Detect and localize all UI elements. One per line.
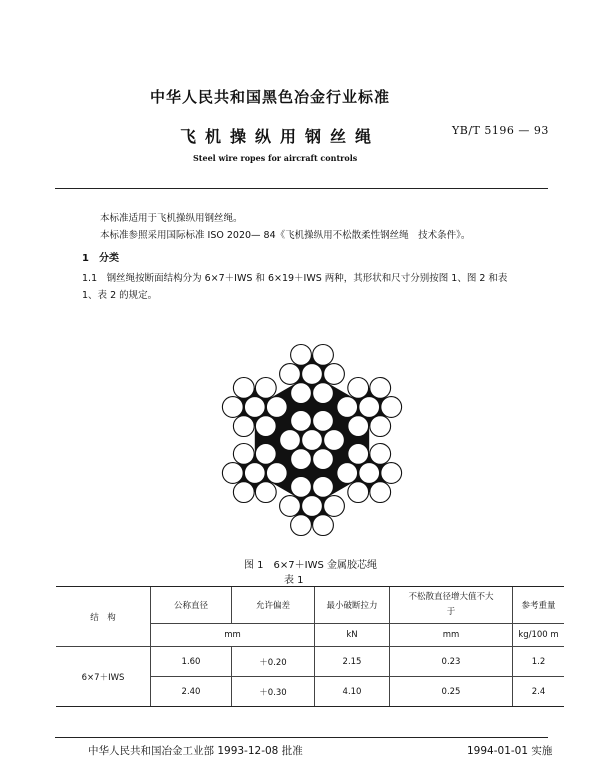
unit-mm-2: mm [390, 624, 513, 647]
wire-circle [313, 515, 334, 536]
wire-circle [381, 463, 402, 484]
approval-date: 中华人民共和国冶金工业部 1993-12-08 批准 [88, 745, 303, 757]
wire-circle [266, 463, 287, 484]
wire-circle [244, 397, 265, 418]
footer-divider [55, 737, 548, 738]
clause-line-1: 1.1 钢丝绳按断面结构分为 6×7＋IWS 和 6×19＋IWS 两种，其形状和尺寸分别按图 1、图 2 和表 [82, 273, 508, 284]
unit-kg: kg/100 m [513, 624, 565, 647]
standard-number: YB/T 5196 — 93 [452, 124, 549, 137]
unit-kn: kN [315, 624, 390, 647]
header-nominal-diameter: 公称直径 [151, 587, 232, 624]
wire-circle [291, 345, 312, 366]
wire-circle [255, 416, 276, 437]
increase-cell: 0.23 [390, 647, 513, 677]
wire-circle [233, 416, 254, 437]
issuing-agency: 中华人民共和国黑色冶金行业标准 [150, 88, 391, 106]
weight-cell: 2.4 [513, 677, 565, 707]
table-row [56, 647, 564, 677]
reference-paragraph: 本标准参照采用国际标准 ISO 2020— 84《飞机操纵用不松散柔性钢丝绳 技术条件》。 [100, 230, 471, 241]
diameter-cell: 2.40 [151, 677, 232, 707]
wire-circle [313, 449, 334, 470]
wire-circle [233, 378, 254, 399]
wire-circle [291, 383, 312, 404]
force-cell: 4.10 [315, 677, 390, 707]
structure-cell: 6×7＋IWS [56, 647, 151, 707]
wire-circle [222, 397, 243, 418]
wire-circle [233, 444, 254, 465]
wire-circle [324, 496, 345, 517]
spec-table [56, 586, 564, 707]
wire-circle [302, 364, 323, 385]
header-divider [55, 188, 548, 189]
wire-circle [280, 430, 301, 451]
header-tolerance: 允许偏差 [232, 587, 315, 624]
wire-circle [313, 411, 334, 432]
rope-cross-section-figure [212, 340, 412, 544]
wire-circle [222, 463, 243, 484]
wire-circle [370, 378, 391, 399]
increase-cell: 0.25 [390, 677, 513, 707]
clause-line-2: 1、表 2 的规定。 [82, 290, 158, 301]
wire-circle [255, 482, 276, 503]
wire-circle [348, 444, 369, 465]
rope-cross-section-svg [212, 340, 412, 540]
wire-circle [324, 364, 345, 385]
table-caption: 表 1 [284, 575, 304, 586]
wire-circle [313, 477, 334, 498]
table-header-row [56, 587, 564, 624]
wire-circle [291, 449, 312, 470]
wire-circle [359, 463, 380, 484]
wire-circle [280, 496, 301, 517]
wire-circle [348, 416, 369, 437]
wire-circle [337, 463, 358, 484]
wire-circle [381, 397, 402, 418]
wire-circle [291, 411, 312, 432]
wire-circle [255, 444, 276, 465]
wire-circle [291, 477, 312, 498]
unit-mm: mm [151, 624, 315, 647]
implementation-date: 1994-01-01 实施 [467, 745, 553, 757]
wire-circle [291, 515, 312, 536]
wire-circle [348, 378, 369, 399]
wire-circle [280, 364, 301, 385]
tolerance-cell: ＋0.20 [232, 647, 315, 677]
header-structure: 结 构 [56, 587, 151, 647]
wire-circle [313, 383, 334, 404]
wire-circle [302, 430, 323, 451]
figure-caption: 图 1 6×7＋IWS 金属胶芯绳 [244, 560, 378, 571]
wire-circle [370, 444, 391, 465]
weight-cell: 1.2 [513, 647, 565, 677]
wire-circle [313, 345, 334, 366]
header-unloosened-increase: 不松散直径增大值不大于 [390, 587, 513, 624]
wire-circle [302, 496, 323, 517]
wire-circle [233, 482, 254, 503]
header-min-breaking-force: 最小破断拉力 [315, 587, 390, 624]
wire-circle [324, 430, 345, 451]
tolerance-cell: ＋0.30 [232, 677, 315, 707]
scope-paragraph: 本标准适用于飞机操纵用钢丝绳。 [100, 213, 243, 224]
force-cell: 2.15 [315, 647, 390, 677]
diameter-cell: 1.60 [151, 647, 232, 677]
section-heading: 1 分类 [82, 253, 119, 264]
wire-circle [337, 397, 358, 418]
wire-circle [348, 482, 369, 503]
wire-circle [266, 397, 287, 418]
wire-circle [359, 397, 380, 418]
wire-circle [255, 378, 276, 399]
wire-circle [244, 463, 265, 484]
standard-title-en: Steel wire ropes for aircraft controls [193, 153, 358, 163]
wire-circle [370, 416, 391, 437]
header-reference-weight: 参考重量 [513, 587, 565, 624]
wire-circle [370, 482, 391, 503]
standard-title-cn: 飞机操纵用钢丝绳 [180, 127, 381, 146]
